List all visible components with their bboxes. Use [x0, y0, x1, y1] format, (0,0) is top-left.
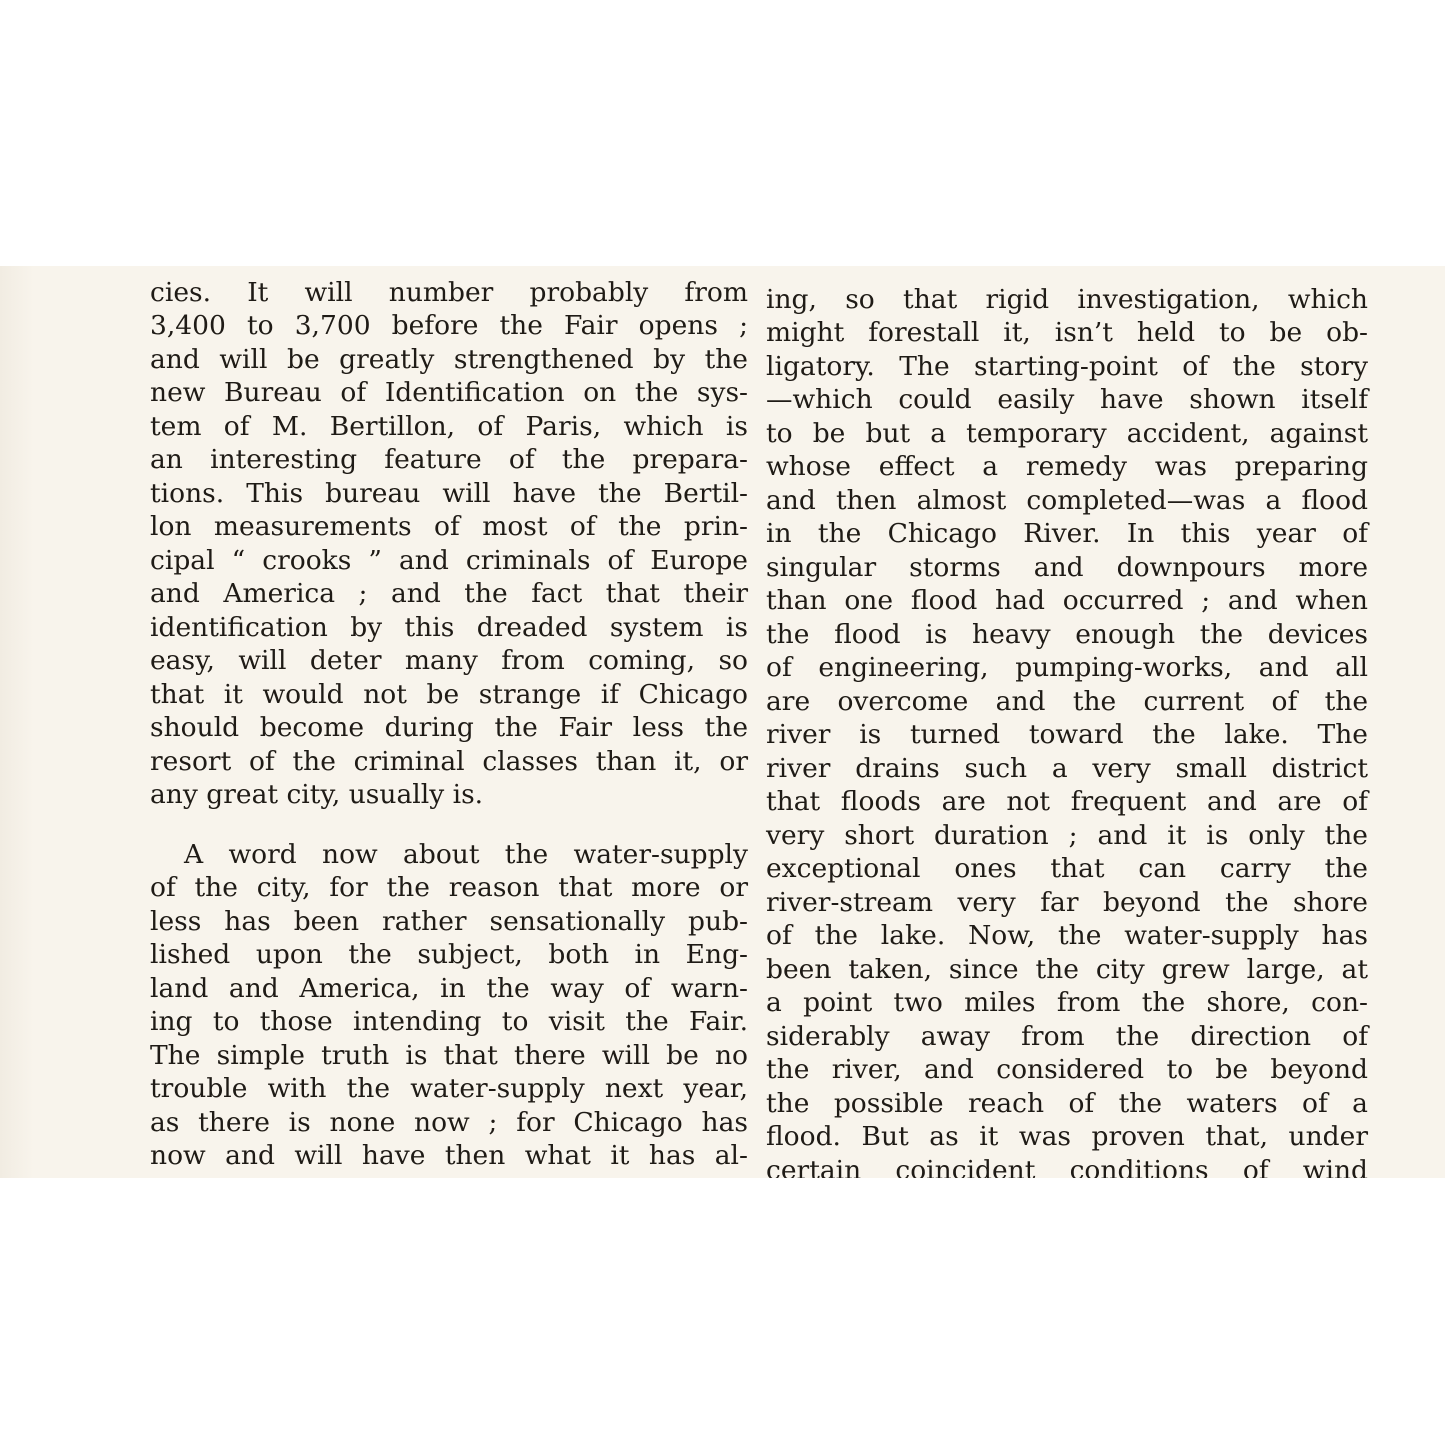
text-line: easy, will deter many from coming, so: [150, 645, 748, 676]
text-line: of the city, for the reason that more or: [150, 872, 748, 903]
text-line: identification by this dreaded system is: [150, 612, 748, 643]
text-line: a point two miles from the shore, con-: [766, 987, 1368, 1018]
text-line: the flood is heavy enough the devices: [766, 619, 1368, 650]
text-line: should become during the Fair less the: [150, 712, 748, 743]
text-line: to be but a temporary accident, against: [766, 418, 1368, 449]
text-line: of the lake. Now, the water-supply has: [766, 920, 1368, 951]
text-line: tem of M. Bertillon, of Paris, which is: [150, 411, 748, 442]
text-line: in the Chicago River. In this year of: [766, 518, 1368, 549]
text-line: are overcome and the current of the: [766, 686, 1368, 717]
text-line: cipal “ crooks ” and criminals of Europe: [150, 545, 748, 576]
text-line: A word now about the water-supply: [184, 839, 748, 870]
text-line: ing to those intending to visit the Fair.: [150, 1006, 748, 1037]
text-line: ing, so that rigid investigation, which: [766, 284, 1368, 315]
text-line: lished upon the subject, both in Eng-: [150, 939, 748, 970]
text-line: whose effect a remedy was preparing: [766, 451, 1368, 482]
text-line: cies. It will number probably from: [150, 277, 748, 308]
text-line: the river, and considered to be beyond: [766, 1054, 1368, 1085]
text-line: river-stream very far beyond the shore: [766, 887, 1368, 918]
text-line: than one flood had occurred ; and when: [766, 585, 1368, 616]
text-line: and then almost completed—was a flood: [766, 485, 1368, 516]
text-line: now and will have then what it has al-: [150, 1140, 748, 1171]
text-line: 3,400 to 3,700 before the Fair opens ;: [150, 310, 748, 341]
text-line: less has been rather sensationally pub-: [150, 906, 748, 937]
text-line: trouble with the water-supply next year,: [150, 1073, 748, 1104]
text-line: land and America, in the way of warn-: [150, 973, 748, 1004]
text-line: ligatory. The starting-point of the story: [766, 351, 1368, 382]
text-line: been taken, since the city grew large, at: [766, 954, 1368, 985]
text-line: that floods are not frequent and are of: [766, 786, 1368, 817]
text-line: resort of the criminal classes than it, or: [150, 746, 748, 777]
text-line: the possible reach of the waters of a: [766, 1088, 1368, 1119]
text-line: singular storms and downpours more: [766, 552, 1368, 583]
text-line: flood. But as it was proven that, under: [766, 1121, 1368, 1152]
text-line: and America ; and the fact that their: [150, 578, 748, 609]
text-line: and will be greatly strengthened by the: [150, 344, 748, 375]
text-line: of engineering, pumping-works, and all: [766, 652, 1368, 683]
text-line: exceptional ones that can carry the: [766, 853, 1368, 884]
text-line: certain coincident conditions of wind: [766, 1155, 1368, 1178]
text-line: —which could easily have shown itself: [766, 384, 1368, 415]
text-line: any great city, usually is.: [150, 779, 484, 810]
text-line: siderably away from the direction of: [766, 1021, 1368, 1052]
text-line: river is turned toward the lake. The: [766, 719, 1368, 750]
page-scan: [0, 266, 1445, 1178]
text-line: river drains such a very small district: [766, 753, 1368, 784]
text-line: as there is none now ; for Chicago has: [150, 1107, 748, 1138]
text-line: that it would not be strange if Chicago: [150, 679, 748, 710]
text-line: tions. This bureau will have the Bertil-: [150, 478, 748, 509]
text-line: new Bureau of Identification on the sys-: [150, 377, 748, 408]
text-line: an interesting feature of the prepara-: [150, 444, 748, 475]
text-line: lon measurements of most of the prin-: [150, 511, 748, 542]
text-line: very short duration ; and it is only the: [766, 820, 1368, 851]
text-line: might forestall it, isn’t held to be ob-: [766, 317, 1368, 348]
text-line: The simple truth is that there will be no: [150, 1040, 748, 1071]
